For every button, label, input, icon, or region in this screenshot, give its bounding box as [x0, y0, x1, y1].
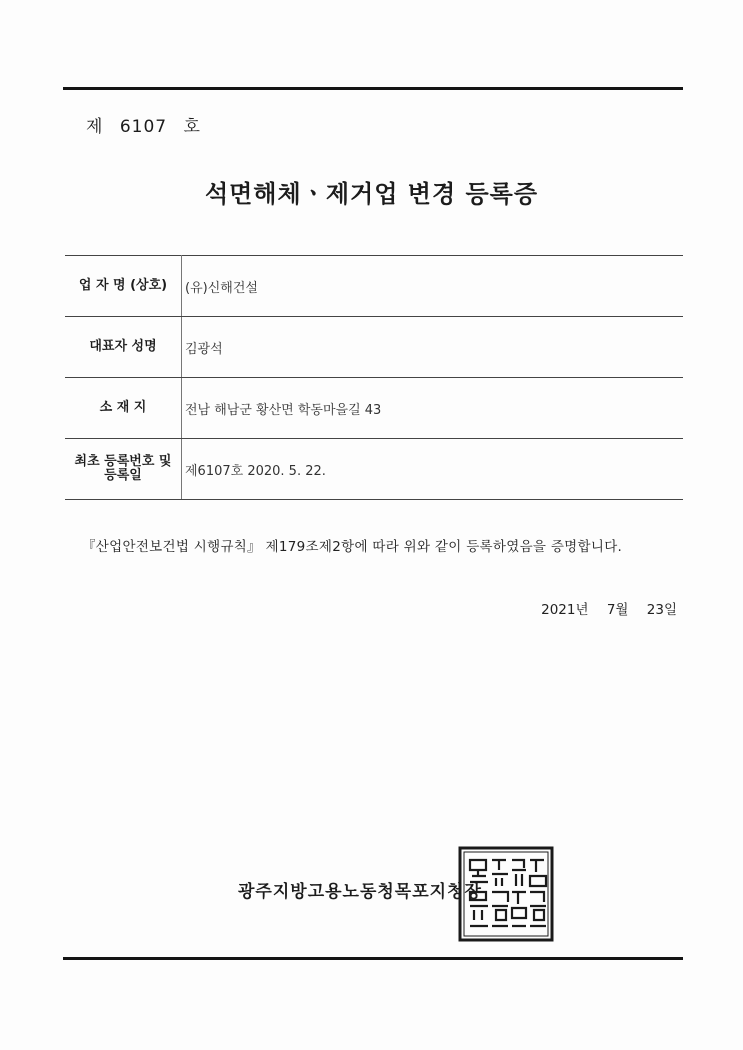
field-label: 업 자 명 (상호): [65, 256, 182, 317]
table-row: [65, 439, 683, 500]
field-label: 대표자 성명: [65, 317, 182, 378]
issue-day: 23일: [646, 602, 677, 618]
document-title: 석면해체ㆍ제거업 변경 등록증: [204, 180, 539, 208]
field-label-line2: 등록일: [104, 468, 142, 483]
field-value: 전남 해남군 황산면 학동마을길 43: [182, 378, 684, 439]
registration-info-table: [65, 255, 683, 500]
field-label: [65, 439, 182, 500]
field-label: 소 재 지: [65, 378, 182, 439]
field-value: 김광석: [182, 317, 684, 378]
table-row: [65, 317, 683, 378]
field-value: (유)신해건설: [182, 256, 684, 317]
table-row: [65, 378, 683, 439]
number-suffix: 호: [183, 117, 201, 137]
number-value: 6107: [119, 117, 168, 137]
official-seal-icon: [458, 846, 554, 942]
top-rule: [63, 87, 683, 90]
issue-month: 7월: [606, 602, 629, 618]
issuer-name: 광주지방고용노동청목포지청장: [238, 882, 482, 902]
field-label-line1: 최초 등록번호 및: [74, 454, 172, 469]
field-value: 제6107호 2020. 5. 22.: [182, 439, 684, 500]
bottom-rule: [63, 957, 683, 960]
certification-statement: 『산업안전보건법 시행규칙』 제179조제2항에 따라 위와 같이 등록하였음을 증명합니다.: [82, 539, 623, 555]
number-prefix: 제: [86, 117, 104, 137]
issue-date: [527, 598, 677, 618]
registration-number: [86, 112, 211, 137]
table-row: [65, 256, 683, 317]
issue-year: 2021년: [541, 602, 589, 618]
